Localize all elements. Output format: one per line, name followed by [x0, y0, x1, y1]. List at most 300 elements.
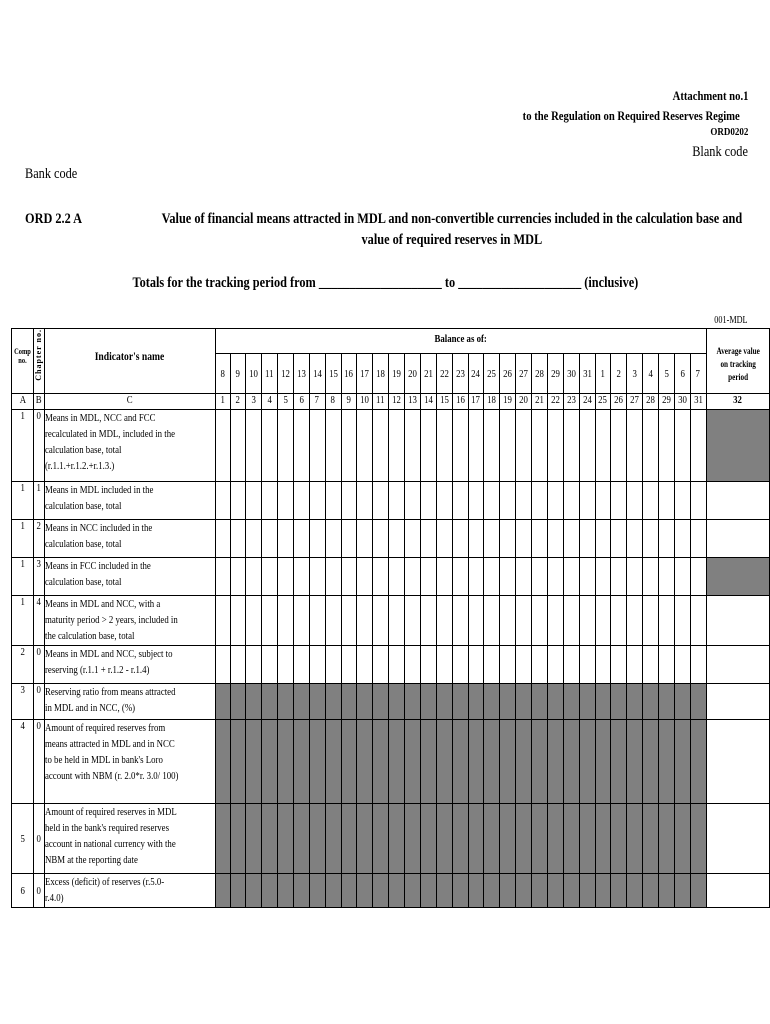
- row-comp: [12, 684, 34, 720]
- value-cell: [690, 482, 706, 520]
- value-cell: [231, 804, 246, 874]
- row-chapter: [33, 558, 44, 596]
- day-label: 5: [664, 367, 669, 380]
- row-indicator: [44, 482, 215, 520]
- day-label: 8: [220, 367, 226, 380]
- value-cell: [373, 482, 389, 520]
- row-chapter: [33, 520, 44, 558]
- value-cell: [309, 482, 325, 520]
- column-number-text: 28: [646, 394, 655, 406]
- value-cell: [611, 646, 627, 684]
- value-cell: [215, 482, 230, 520]
- column-number-text: 3: [251, 394, 256, 406]
- value-cell: [516, 410, 532, 482]
- value-cell: [563, 410, 579, 482]
- value-cell: [532, 558, 548, 596]
- value-cell: [215, 874, 230, 908]
- value-cell: [262, 646, 278, 684]
- day-label: 24: [471, 367, 481, 380]
- header-average: [706, 329, 769, 394]
- value-cell: [484, 558, 500, 596]
- column-number-text: 8: [330, 394, 336, 406]
- value-cell: [389, 482, 405, 520]
- value-cell: [309, 410, 325, 482]
- value-cell: [389, 596, 405, 646]
- value-cell: [516, 804, 532, 874]
- day-label: 14: [312, 367, 322, 380]
- value-cell: [293, 558, 309, 596]
- day-header: [452, 354, 468, 394]
- value-cell: [325, 646, 341, 684]
- row-comp-text: 1: [20, 482, 25, 494]
- value-cell: [484, 482, 500, 520]
- column-letter: [33, 394, 44, 410]
- value-cell: [484, 684, 500, 720]
- value-cell: [262, 596, 278, 646]
- value-cell: [468, 520, 484, 558]
- value-cell: [547, 874, 563, 908]
- value-cell: [674, 520, 690, 558]
- row-indicator-text: Excess (deficit) of reserves (r.5.0-r.4.0): [44, 876, 165, 904]
- column-number-text: 6: [299, 394, 304, 406]
- value-cell: [468, 720, 484, 804]
- day-header: [627, 354, 643, 394]
- value-cell: [595, 874, 611, 908]
- table-row: [12, 520, 770, 558]
- value-cell: [484, 410, 500, 482]
- value-cell: [643, 684, 659, 720]
- row-indicator-text: Amount of required reserves from means attracted in MDL and in NCC to be held in MDL in bank's Loro account with NBM (r. 2.0*r. 3.0/ 100): [44, 722, 179, 782]
- row-comp-text: 1: [20, 410, 25, 422]
- day-header: [373, 354, 389, 394]
- value-cell: [452, 558, 468, 596]
- value-cell: [516, 684, 532, 720]
- value-cell: [278, 646, 294, 684]
- value-cell: [532, 720, 548, 804]
- value-cell: [357, 520, 373, 558]
- value-cell: [659, 684, 675, 720]
- column-number: [357, 394, 373, 410]
- row-chapter: [33, 410, 44, 482]
- value-cell: [500, 558, 516, 596]
- row-comp-text: 2: [20, 646, 25, 658]
- column-number-text: 19: [503, 394, 513, 406]
- value-cell: [690, 804, 706, 874]
- day-label: 2: [616, 367, 622, 380]
- row-chapter-text: 0: [36, 832, 42, 845]
- day-label: 11: [265, 367, 274, 380]
- value-cell: [325, 596, 341, 646]
- day-label: 3: [632, 367, 637, 380]
- day-label: 1: [600, 367, 606, 380]
- value-cell: [246, 646, 262, 684]
- day-header: [500, 354, 516, 394]
- column-number-text: 18: [487, 394, 497, 406]
- table-row: [12, 410, 770, 482]
- row-comp: [12, 720, 34, 804]
- value-cell: [579, 720, 595, 804]
- column-number-text: 12: [392, 394, 401, 406]
- value-cell: [452, 720, 468, 804]
- header-chapter: [33, 329, 44, 394]
- value-cell: [341, 804, 357, 874]
- value-cell: [563, 596, 579, 646]
- column-number-text: 16: [455, 394, 465, 406]
- value-cell: [341, 410, 357, 482]
- value-cell: [516, 646, 532, 684]
- value-cell: [325, 804, 341, 874]
- value-cell: [659, 482, 675, 520]
- row-comp: [12, 646, 34, 684]
- column-number: [627, 394, 643, 410]
- column-number: [309, 394, 325, 410]
- value-cell: [373, 684, 389, 720]
- row-indicator: [44, 646, 215, 684]
- value-cell: [627, 410, 643, 482]
- value-cell: [231, 482, 246, 520]
- value-cell: [405, 874, 421, 908]
- value-cell: [341, 684, 357, 720]
- column-letter: [44, 394, 215, 410]
- column-letter-text: B: [35, 394, 42, 406]
- value-cell: [643, 482, 659, 520]
- column-number-text: 14: [423, 394, 433, 406]
- average-cell: [706, 646, 769, 684]
- value-cell: [341, 874, 357, 908]
- value-cell: [674, 804, 690, 874]
- day-header: [389, 354, 405, 394]
- value-cell: [309, 520, 325, 558]
- day-label: 16: [344, 367, 354, 380]
- value-cell: [659, 720, 675, 804]
- day-label: 30: [566, 367, 576, 380]
- value-cell: [468, 874, 484, 908]
- value-cell: [231, 874, 246, 908]
- row-chapter-text: 0: [36, 646, 42, 658]
- value-cell: [309, 596, 325, 646]
- value-cell: [468, 596, 484, 646]
- value-cell: [500, 874, 516, 908]
- column-number: [611, 394, 627, 410]
- header-comp-text: Comp no.: [14, 347, 31, 365]
- value-cell: [357, 804, 373, 874]
- row-chapter-text: 0: [36, 720, 42, 732]
- column-number-text: 25: [598, 394, 608, 406]
- column-number-text: 11: [376, 394, 385, 406]
- value-cell: [246, 482, 262, 520]
- value-cell: [547, 804, 563, 874]
- value-cell: [547, 646, 563, 684]
- value-cell: [262, 804, 278, 874]
- column-letter: [12, 394, 34, 410]
- value-cell: [357, 410, 373, 482]
- column-number: [468, 394, 484, 410]
- row-indicator: [44, 720, 215, 804]
- row-indicator-text: Means in MDL included in the calculation base, total: [44, 484, 154, 512]
- value-cell: [262, 482, 278, 520]
- average-cell: [706, 482, 769, 520]
- value-cell: [341, 596, 357, 646]
- header-average-text: Average value on tracking period: [716, 346, 760, 382]
- row-indicator-text: Means in FCC included in the calculation base, total: [44, 560, 151, 588]
- value-cell: [484, 874, 500, 908]
- column-number-text: 24: [582, 394, 592, 406]
- value-cell: [611, 684, 627, 720]
- average-cell: [706, 558, 769, 596]
- column-number: [278, 394, 294, 410]
- value-cell: [643, 410, 659, 482]
- column-number: [563, 394, 579, 410]
- value-cell: [436, 482, 452, 520]
- regulation-subtitle: to the Regulation on Required Reserves Regime: [522, 108, 740, 123]
- value-cell: [595, 646, 611, 684]
- day-header: [436, 354, 452, 394]
- column-number-text: 13: [408, 394, 417, 406]
- value-cell: [215, 720, 230, 804]
- value-cell: [659, 558, 675, 596]
- value-cell: [516, 482, 532, 520]
- column-number: [452, 394, 468, 410]
- day-header: [611, 354, 627, 394]
- column-letter-text: A: [19, 394, 26, 406]
- row-chapter: [33, 874, 44, 908]
- value-cell: [420, 596, 436, 646]
- day-label: 31: [582, 367, 592, 380]
- value-cell: [611, 410, 627, 482]
- value-cell: [500, 684, 516, 720]
- value-cell: [595, 558, 611, 596]
- column-number: [373, 394, 389, 410]
- row-indicator-text: Means in NCC included in the calculation base, total: [44, 522, 153, 550]
- value-cell: [405, 520, 421, 558]
- value-cell: [405, 684, 421, 720]
- value-cell: [420, 558, 436, 596]
- value-cell: [547, 520, 563, 558]
- value-cell: [293, 520, 309, 558]
- value-cell: [563, 804, 579, 874]
- value-cell: [293, 684, 309, 720]
- value-cell: [500, 520, 516, 558]
- column-number-text: 29: [662, 394, 671, 406]
- day-label: 29: [550, 367, 560, 380]
- value-cell: [690, 720, 706, 804]
- day-label: 10: [249, 367, 259, 380]
- value-cell: [246, 596, 262, 646]
- day-label: 23: [455, 367, 465, 380]
- row-comp-text: 1: [20, 596, 25, 608]
- column-number: [231, 394, 246, 410]
- value-cell: [436, 646, 452, 684]
- value-cell: [231, 596, 246, 646]
- value-cell: [547, 684, 563, 720]
- day-label: 17: [360, 367, 370, 380]
- value-cell: [262, 874, 278, 908]
- value-cell: [389, 410, 405, 482]
- value-cell: [420, 482, 436, 520]
- row-indicator-text: Means in MDL and NCC, with a maturity period > 2 years, included in the calculation base, total: [44, 598, 178, 642]
- value-cell: [674, 684, 690, 720]
- value-cell: [500, 646, 516, 684]
- day-label: 21: [423, 367, 433, 380]
- table-row: [12, 646, 770, 684]
- value-cell: [611, 520, 627, 558]
- value-cell: [484, 646, 500, 684]
- column-number: [325, 394, 341, 410]
- day-label: 4: [648, 367, 653, 380]
- value-cell: [627, 482, 643, 520]
- value-cell: [452, 874, 468, 908]
- value-cell: [690, 874, 706, 908]
- day-header: [278, 354, 294, 394]
- value-cell: [532, 520, 548, 558]
- column-number-text: 9: [346, 394, 352, 406]
- average-cell: [706, 804, 769, 874]
- value-cell: [373, 558, 389, 596]
- day-header: [532, 354, 548, 394]
- header-chapter-text: Chapter no.: [34, 329, 44, 381]
- column-number-text: 15: [439, 394, 449, 406]
- column-number-text: 2: [236, 394, 241, 406]
- day-label: 25: [487, 367, 497, 380]
- column-number: [420, 394, 436, 410]
- day-label: 20: [408, 367, 417, 380]
- value-cell: [405, 596, 421, 646]
- value-cell: [468, 558, 484, 596]
- value-cell: [452, 646, 468, 684]
- value-cell: [215, 558, 230, 596]
- row-comp: [12, 482, 34, 520]
- row-comp: [12, 596, 34, 646]
- column-number: [690, 394, 706, 410]
- row-indicator: [44, 410, 215, 482]
- day-header: [405, 354, 421, 394]
- value-cell: [341, 720, 357, 804]
- value-cell: [611, 874, 627, 908]
- value-cell: [674, 874, 690, 908]
- value-cell: [659, 874, 675, 908]
- row-chapter-text: 0: [36, 410, 42, 422]
- value-cell: [420, 646, 436, 684]
- value-cell: [373, 720, 389, 804]
- value-cell: [627, 720, 643, 804]
- column-number: [595, 394, 611, 410]
- value-cell: [436, 410, 452, 482]
- value-cell: [452, 596, 468, 646]
- value-cell: [563, 874, 579, 908]
- row-chapter-text: 0: [36, 884, 42, 897]
- table-row: [12, 558, 770, 596]
- column-number: [674, 394, 690, 410]
- value-cell: [278, 720, 294, 804]
- row-comp-text: 6: [20, 884, 25, 897]
- value-cell: [389, 874, 405, 908]
- value-cell: [627, 520, 643, 558]
- row-chapter: [33, 684, 44, 720]
- day-header: [357, 354, 373, 394]
- day-label: 26: [503, 367, 513, 380]
- value-cell: [643, 596, 659, 646]
- column-number-text: 30: [677, 394, 687, 406]
- day-header: [579, 354, 595, 394]
- value-cell: [579, 804, 595, 874]
- value-cell: [215, 410, 230, 482]
- value-cell: [420, 520, 436, 558]
- value-cell: [500, 804, 516, 874]
- value-cell: [627, 874, 643, 908]
- value-cell: [405, 558, 421, 596]
- value-cell: [500, 596, 516, 646]
- table-row: [12, 596, 770, 646]
- value-cell: [690, 558, 706, 596]
- column-number-text: 31: [693, 394, 703, 406]
- value-cell: [500, 410, 516, 482]
- day-label: 18: [376, 367, 386, 380]
- value-cell: [532, 482, 548, 520]
- value-cell: [516, 874, 532, 908]
- value-cell: [293, 804, 309, 874]
- value-cell: [674, 482, 690, 520]
- day-header: [215, 354, 230, 394]
- value-cell: [500, 482, 516, 520]
- value-cell: [468, 482, 484, 520]
- value-cell: [309, 558, 325, 596]
- day-header: [262, 354, 278, 394]
- value-cell: [516, 520, 532, 558]
- day-header: [516, 354, 532, 394]
- day-label: 15: [328, 367, 338, 380]
- day-label: 7: [696, 367, 701, 380]
- day-header: [420, 354, 436, 394]
- value-cell: [278, 558, 294, 596]
- value-cell: [532, 874, 548, 908]
- value-cell: [436, 596, 452, 646]
- bank-code-label: Bank code: [25, 166, 78, 182]
- row-chapter: [33, 482, 44, 520]
- value-cell: [452, 482, 468, 520]
- value-cell: [595, 520, 611, 558]
- header-indicator: [44, 329, 215, 394]
- value-cell: [262, 720, 278, 804]
- value-cell: [341, 646, 357, 684]
- value-cell: [563, 482, 579, 520]
- value-cell: [357, 684, 373, 720]
- value-cell: [579, 874, 595, 908]
- row-chapter: [33, 596, 44, 646]
- value-cell: [293, 874, 309, 908]
- day-header: [246, 354, 262, 394]
- value-cell: [563, 720, 579, 804]
- value-cell: [627, 646, 643, 684]
- value-cell: [500, 720, 516, 804]
- row-chapter-text: 0: [36, 684, 42, 696]
- value-cell: [436, 874, 452, 908]
- value-cell: [547, 558, 563, 596]
- value-cell: [547, 720, 563, 804]
- day-header: [293, 354, 309, 394]
- row-chapter-text: 2: [36, 520, 42, 532]
- value-cell: [659, 804, 675, 874]
- day-header: [659, 354, 675, 394]
- value-cell: [278, 482, 294, 520]
- value-cell: [579, 410, 595, 482]
- value-cell: [452, 520, 468, 558]
- value-cell: [579, 684, 595, 720]
- value-cell: [357, 720, 373, 804]
- day-label: 9: [236, 367, 241, 380]
- value-cell: [563, 684, 579, 720]
- value-cell: [484, 804, 500, 874]
- day-header: [563, 354, 579, 394]
